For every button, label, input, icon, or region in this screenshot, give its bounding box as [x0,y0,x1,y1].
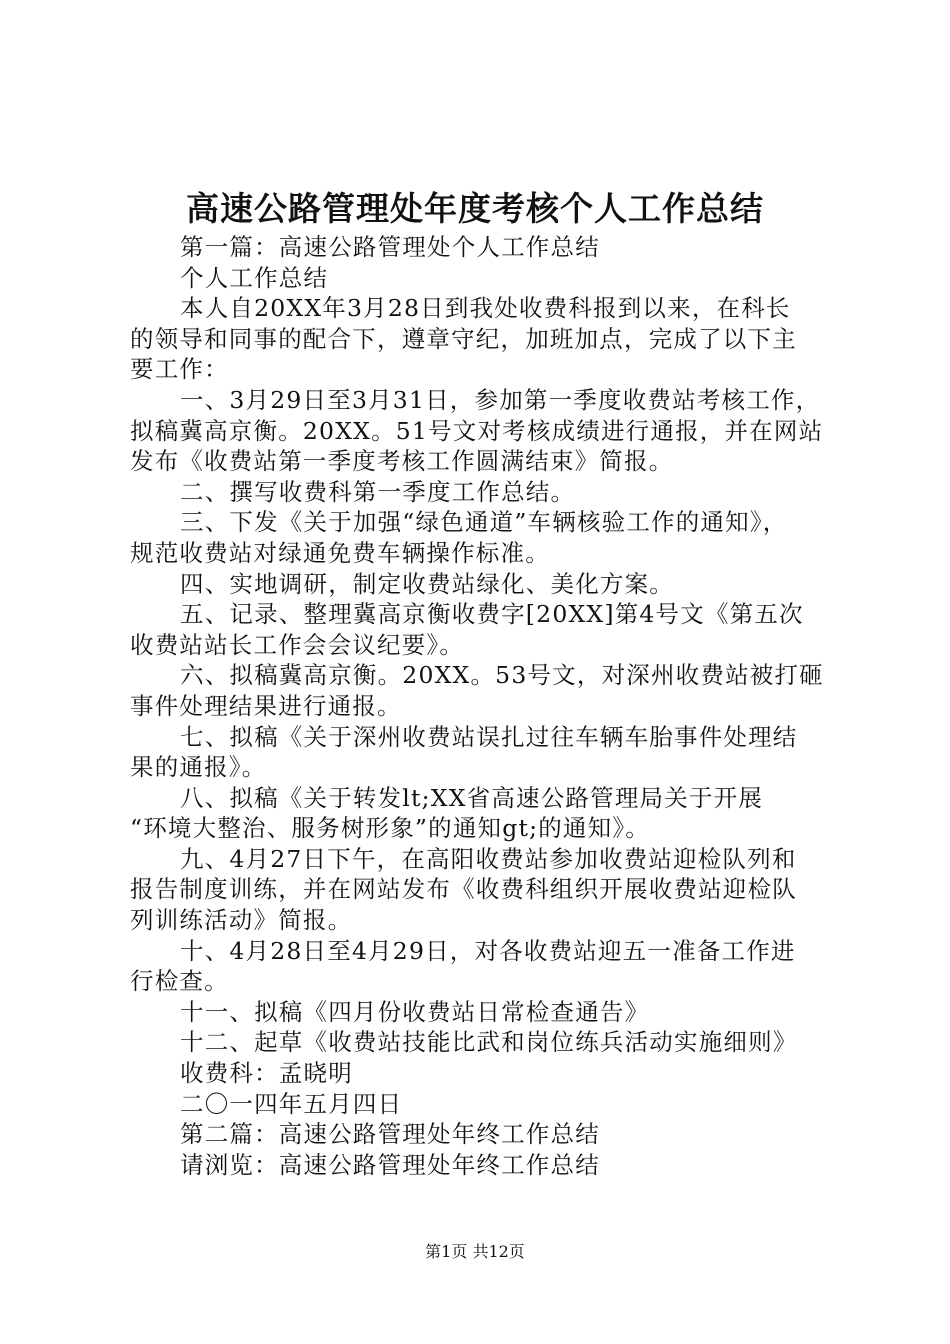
body-line: 一、3月29日至3月31日，参加第一季度收费站考核工作， [180,385,821,414]
body-line: 五、记录、整理冀高京衡收费字[20XX]第4号文《第五次 [180,600,804,629]
page-footer: 第1页 共12页 [425,1242,525,1261]
body-line: 事件处理结果进行通报。 [130,691,402,720]
body-line: 规范收费站对绿通免费车辆操作标准。 [130,538,550,567]
body-line: 二、撰写收费科第一季度工作总结。 [180,477,576,506]
body-line: 发布《收费站第一季度考核工作圆满结束》简报。 [130,447,674,476]
body-line: 收费站站长工作会会议纪要》。 [130,630,465,659]
body-line: 第一篇：高速公路管理处个人工作总结 [180,233,600,261]
document-body [130,232,835,1180]
body-line: 七、拟稿《关于深州收费站误扎过往车辆车胎事件处理结 [180,722,798,751]
body-line: 果的通报》。 [130,753,267,782]
body-line: 报告制度训练，并在网站发布《收费科组织开展收费站迎检队 [130,875,797,904]
body-line: 六、拟稿冀高京衡。20XX。53号文，对深州收费站被打砸 [180,661,824,690]
body-line: 拟稿冀高京衡。20XX。51号文对考核成绩进行通报，并在网站 [130,416,824,445]
body-line: 个人工作总结 [180,263,329,292]
document-title: 高速公路管理处年度考核个人工作总结 [186,189,764,228]
body-line: 要工作： [130,355,229,384]
body-line: 四、实地调研，制定收费站绿化、美化方案。 [180,569,674,598]
body-line: 列训练活动》简报。 [130,906,353,935]
body-line: 的领导和同事的配合下，遵章守纪，加班加点，完成了以下主 [130,324,797,353]
body-line: 收费科：孟晓明 [180,1059,353,1088]
body-line: 本人自20XX年3月28日到我处收费科报到以来，在科长 [180,294,791,323]
body-line: 请浏览：高速公路管理处年终工作总结 [180,1150,600,1179]
body-line: 三、下发《关于加强“绿色通道”车辆核验工作的通知》， [180,508,788,537]
body-line: 八、拟稿《关于转发lt;XX省高速公路管理局关于开展 [180,783,764,812]
body-line: 十一、拟稿《四月份收费站日常检查通告》 [180,997,650,1026]
body-line: “环境大整治、服务树形象”的通知gt;的通知》。 [130,814,650,843]
body-line: 十二、起草《收费站技能比武和岗位练兵活动实施细则》 [180,1028,798,1057]
body-line: 十、4月28日至4月29日，对各收费站迎五一准备工作进 [180,936,796,965]
body-line: 九、4月27日下午，在高阳收费站参加收费站迎检队列和 [180,844,797,873]
body-line: 二〇一四年五月四日 [180,1089,403,1118]
body-line: 第二篇：高速公路管理处年终工作总结 [180,1120,600,1149]
body-line: 行检查。 [130,967,229,996]
